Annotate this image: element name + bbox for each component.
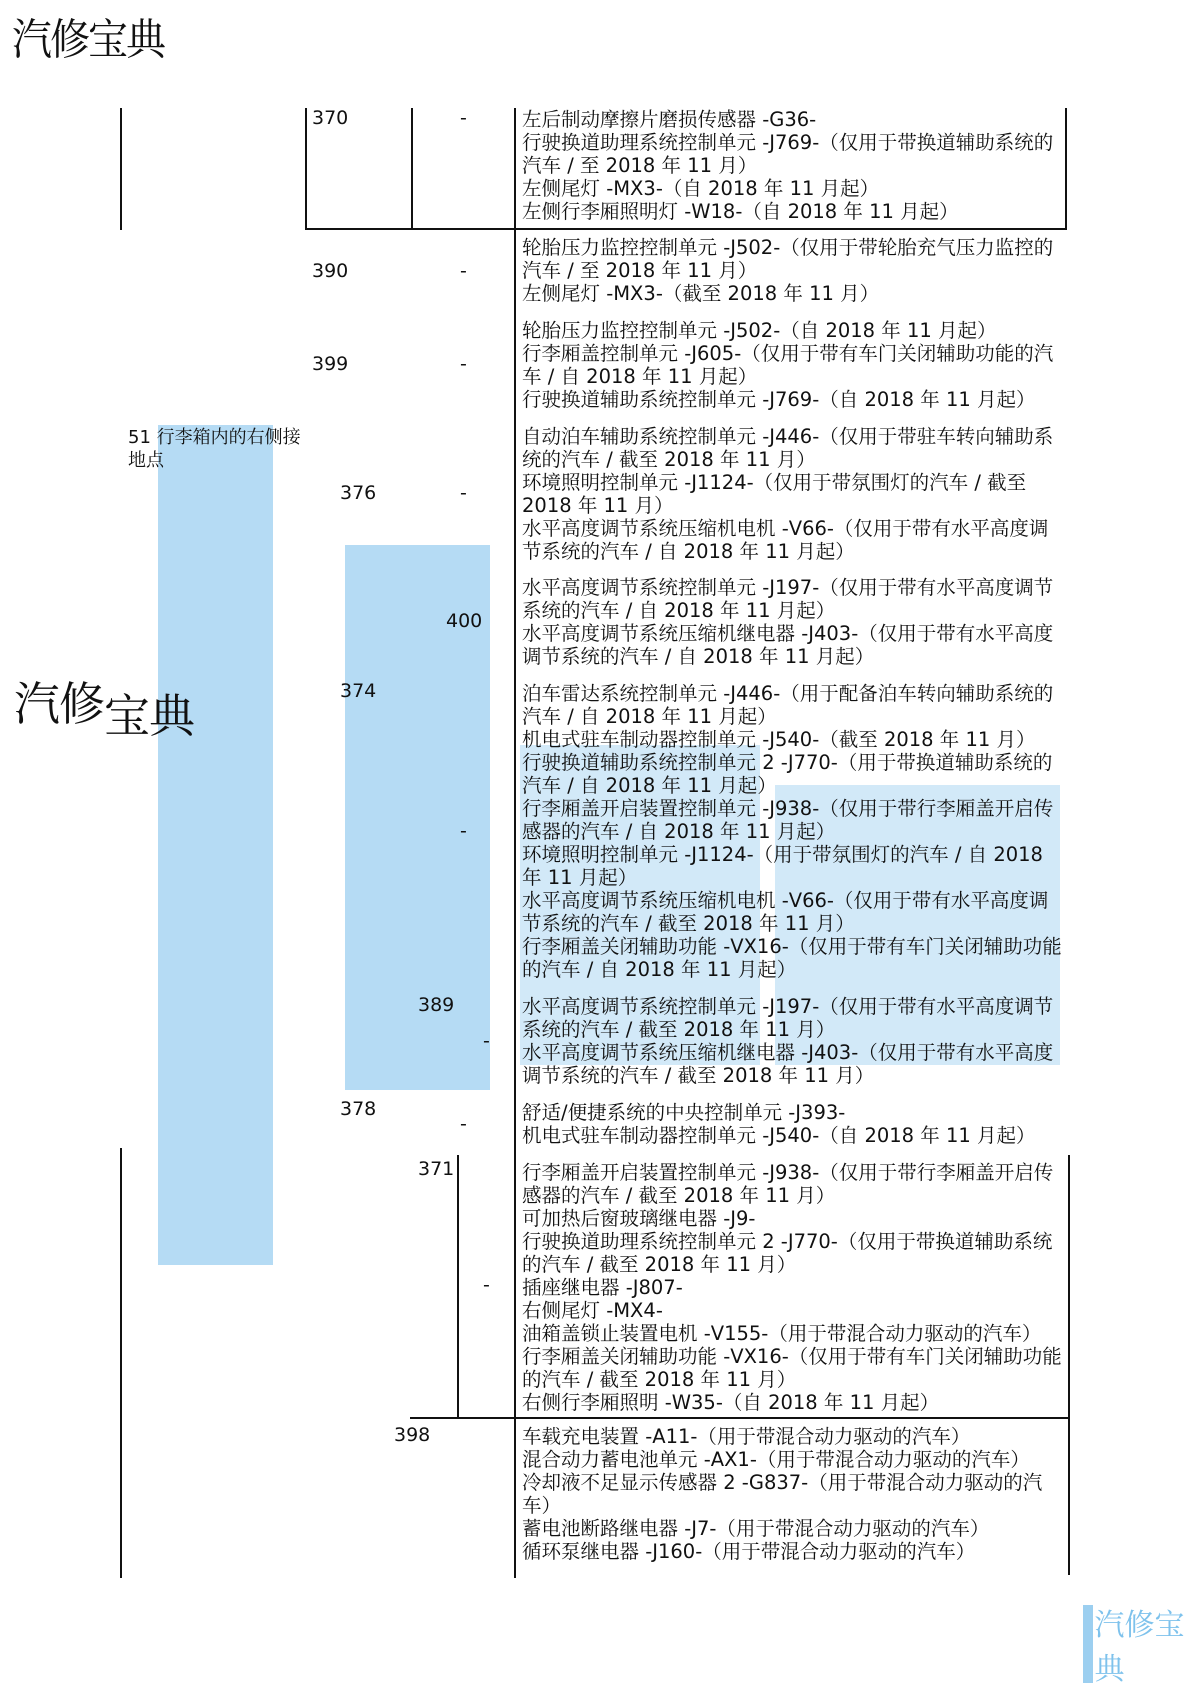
component-line: 水平高度调节系统压缩机继电器 -J403-（仅用于带有水平高度调节系统的汽车 / 自 2018 年 11 月起） bbox=[522, 622, 1054, 668]
component-line: 行驶换道助理系统控制单元 2 -J770-（仅用于带换道辅助系统的汽车 / 截至 2018 年 11 月） bbox=[522, 1230, 1053, 1276]
row-dash: - bbox=[460, 353, 467, 375]
logo-top: 汽修宝典 bbox=[12, 15, 164, 66]
component-line: 轮胎压力监控控制单元 -J502-（仅用于带轮胎充气压力监控的汽车 / 至 2018 年 11 月） bbox=[522, 236, 1054, 282]
row-description bbox=[522, 1161, 1062, 1414]
component-line: 车载充电装置 -A11-（用于带混合动力驱动的汽车） bbox=[522, 1425, 971, 1448]
component-line: 环境照明控制单元 -J1124-（仅用于带氛围灯的汽车 / 截至 2018 年 11 月） bbox=[522, 471, 1027, 517]
component-line: 行李厢盖控制单元 -J605-（仅用于带有车门关闭辅助功能的汽车 / 自 2018 年 11 月起） bbox=[522, 342, 1054, 388]
component-line: 机电式驻车制动器控制单元 -J540-（自 2018 年 11 月起） bbox=[522, 1124, 1036, 1147]
table-line bbox=[1068, 1155, 1070, 1575]
table-line bbox=[457, 1155, 459, 1417]
row-dash: - bbox=[460, 107, 467, 129]
component-line: 可加热后窗玻璃继电器 -J9- bbox=[522, 1207, 756, 1230]
row-number: 371 bbox=[418, 1158, 455, 1180]
row-description bbox=[522, 1101, 1062, 1147]
row-description bbox=[522, 1425, 1062, 1563]
table-line bbox=[120, 1148, 122, 1578]
component-line: 行驶换道辅助系统控制单元 -J769-（自 2018 年 11 月起） bbox=[522, 388, 1036, 411]
component-line: 机电式驻车制动器控制单元 -J540-（截至 2018 年 11 月） bbox=[522, 728, 1036, 751]
component-line: 水平高度调节系统压缩机继电器 -J403-（仅用于带有水平高度调节系统的汽车 / 截至 2018 年 11 月） bbox=[522, 1041, 1054, 1087]
table-line bbox=[305, 108, 307, 230]
row-dash: - bbox=[460, 260, 467, 282]
component-line: 左侧尾灯 -MX3-（自 2018 年 11 月起） bbox=[522, 177, 880, 200]
component-line: 轮胎压力监控控制单元 -J502-（自 2018 年 11 月起） bbox=[522, 319, 997, 342]
row-description bbox=[522, 576, 1062, 668]
component-line: 插座继电器 -J807- bbox=[522, 1276, 683, 1299]
component-line: 行李厢盖关闭辅助功能 -VX16-（仅用于带有车门关闭辅助功能的汽车 / 截至 2018 年 11 月） bbox=[522, 1345, 1062, 1391]
row-number: 398 bbox=[394, 1424, 431, 1446]
component-line: 水平高度调节系统压缩机电机 -V66-（仅用于带有水平高度调节系统的汽车 / 截至 2018 年 11 月） bbox=[522, 889, 1049, 935]
component-line: 行李厢盖开启装置控制单元 -J938-（仅用于带行李厢盖开启传感器的汽车 / 截至 2018 年 11 月） bbox=[522, 1161, 1054, 1207]
row-number: 390 bbox=[312, 260, 349, 282]
component-line: 行李厢盖开启装置控制单元 -J938-（仅用于带行李厢盖开启传感器的汽车 / 自 2018 年 11 月起） bbox=[522, 797, 1054, 843]
row-number: 370 bbox=[312, 107, 349, 129]
row-number: 374 bbox=[340, 680, 377, 702]
row-description bbox=[522, 236, 1062, 305]
row-description bbox=[522, 319, 1062, 411]
component-line: 水平高度调节系统控制单元 -J197-（仅用于带有水平高度调节系统的汽车 / 截至 2018 年 11 月） bbox=[522, 995, 1054, 1041]
row-description bbox=[522, 995, 1062, 1087]
row-description bbox=[522, 108, 1062, 223]
component-line: 行驶换道助理系统控制单元 -J769-（仅用于带换道辅助系统的汽车 / 至 2018 年 11 月） bbox=[522, 131, 1054, 177]
logo-middle: 汽修宝典 bbox=[14, 677, 194, 743]
component-line: 水平高度调节系统控制单元 -J197-（仅用于带有水平高度调节系统的汽车 / 自 2018 年 11 月起） bbox=[522, 576, 1054, 622]
component-line: 左后制动摩擦片磨损传感器 -G36- bbox=[522, 108, 817, 131]
table-line bbox=[411, 108, 413, 230]
component-line: 行驶换道辅助系统控制单元 2 -J770-（用于带换道辅助系统的汽车 / 自 2018 年 11 月起） bbox=[522, 751, 1053, 797]
component-line: 蓄电池断路继电器 -J7-（用于带混合动力驱动的汽车） bbox=[522, 1517, 990, 1540]
component-line: 右侧尾灯 -MX4- bbox=[522, 1299, 663, 1322]
component-line: 舒适/便捷系统的中央控制单元 -J393- bbox=[522, 1101, 846, 1124]
row-dash: - bbox=[483, 1030, 490, 1052]
component-line: 行李厢盖关闭辅助功能 -VX16-（仅用于带有车门关闭辅助功能的汽车 / 自 2018 年 11 月起） bbox=[522, 935, 1062, 981]
row-number: 389 bbox=[418, 994, 455, 1016]
row-description bbox=[522, 425, 1062, 563]
row-number: 400 bbox=[446, 610, 483, 632]
table-line bbox=[120, 108, 122, 230]
component-line: 自动泊车辅助系统控制单元 -J446-（仅用于带驻车转向辅助系统的汽车 / 截至 2018 年 11 月） bbox=[522, 425, 1054, 471]
component-line: 混合动力蓄电池单元 -AX1-（用于带混合动力驱动的汽车） bbox=[522, 1448, 1030, 1471]
watermark-block bbox=[158, 425, 273, 1265]
component-line: 右侧行李厢照明 -W35-（自 2018 年 11 月起） bbox=[522, 1391, 940, 1414]
component-line: 循环泵继电器 -J160-（用于带混合动力驱动的汽车） bbox=[522, 1540, 976, 1563]
component-line: 环境照明控制单元 -J1124-（用于带氛围灯的汽车 / 自 2018 年 11 月起） bbox=[522, 843, 1043, 889]
table-line bbox=[1065, 108, 1067, 230]
row-description bbox=[522, 682, 1062, 981]
component-line: 左侧尾灯 -MX3-（截至 2018 年 11 月） bbox=[522, 282, 880, 305]
ground-point-label: 51 行李箱内的右侧接地点 bbox=[128, 427, 301, 471]
row-number: 376 bbox=[340, 482, 377, 504]
table-line bbox=[514, 108, 516, 1578]
component-line: 泊车雷达系统控制单元 -J446-（用于配备泊车转向辅助系统的汽车 / 自 2018 年 11 月起） bbox=[522, 682, 1054, 728]
row-dash: - bbox=[460, 820, 467, 842]
row-number: 399 bbox=[312, 353, 349, 375]
component-line: 水平高度调节系统压缩机电机 -V66-（仅用于带有水平高度调节系统的汽车 / 自 2018 年 11 月起） bbox=[522, 517, 1049, 563]
row-dash: - bbox=[460, 482, 467, 504]
component-line: 左侧行李厢照明灯 -W18-（自 2018 年 11 月起） bbox=[522, 200, 959, 223]
table-line bbox=[305, 228, 1067, 230]
row-dash: - bbox=[483, 1274, 490, 1296]
component-line: 油箱盖锁止装置电机 -V155-（用于带混合动力驱动的汽车） bbox=[522, 1322, 1042, 1345]
table-line bbox=[410, 1417, 1070, 1419]
row-number: 378 bbox=[340, 1098, 377, 1120]
row-dash: - bbox=[460, 1113, 467, 1135]
logo-bottom-right: 汽修宝典 bbox=[1083, 1600, 1190, 1688]
component-line: 冷却液不足显示传感器 2 -G837-（用于带混合动力驱动的汽车） bbox=[522, 1471, 1043, 1517]
